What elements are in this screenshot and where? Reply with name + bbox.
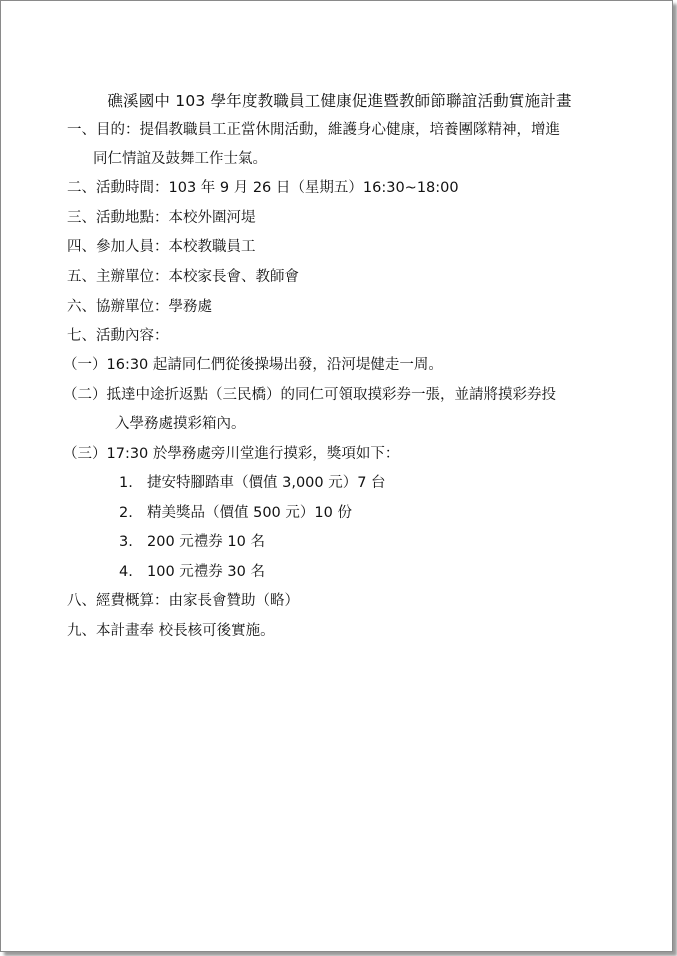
section-purpose-line2: 同仁情誼及鼓舞工作士氣。 [93, 151, 267, 167]
activity-2-line1: （二）抵達中途折返點（三民橋）的同仁可領取摸彩券一張，並請將摸彩券投 [63, 387, 556, 403]
activity-2-line2: 入學務處摸彩箱內。 [115, 416, 246, 432]
activity-3: （三）17:30 於學務處旁川堂進行摸彩，獎項如下： [63, 446, 400, 462]
section-location: 三、活動地點：本校外圍河堤 [67, 210, 256, 226]
section-participants: 四、參加人員：本校教職員工 [67, 239, 256, 255]
section-approval: 九、本計畫奉 校長核可後實施。 [67, 623, 275, 639]
prize-number: 1. [119, 475, 133, 491]
section-content-heading: 七、活動內容： [67, 328, 169, 344]
section-budget: 八、經費概算：由家長會贊助（略） [67, 593, 299, 609]
section-co-organizer: 六、協辦單位：學務處 [67, 299, 212, 315]
activity-1: （一）16:30 起請同仁們從後操場出發，沿河堤健走一周。 [63, 357, 443, 373]
prize-item: 捷安特腳踏車（價值 3,000 元）7 台 [147, 475, 386, 491]
section-purpose-line1: 一、目的：提倡教職員工正當休閒活動，維護身心健康，培養團隊精神，增進 [67, 122, 560, 138]
section-organizer: 五、主辦單位：本校家長會、教師會 [67, 269, 299, 285]
prize-item: 100 元禮券 30 名 [147, 564, 265, 580]
prize-number: 3. [119, 534, 133, 550]
prize-item: 200 元禮券 10 名 [147, 534, 265, 550]
prize-number: 2. [119, 505, 133, 521]
section-time: 二、活動時間：103 年 9 月 26 日（星期五）16:30~18:00 [67, 180, 459, 196]
prize-item: 精美獎品（價值 500 元）10 份 [147, 505, 352, 521]
document-title: 礁溪國中 103 學年度教職員工健康促進暨教師節聯誼活動實施計畫 [107, 92, 572, 110]
prize-number: 4. [119, 564, 133, 580]
